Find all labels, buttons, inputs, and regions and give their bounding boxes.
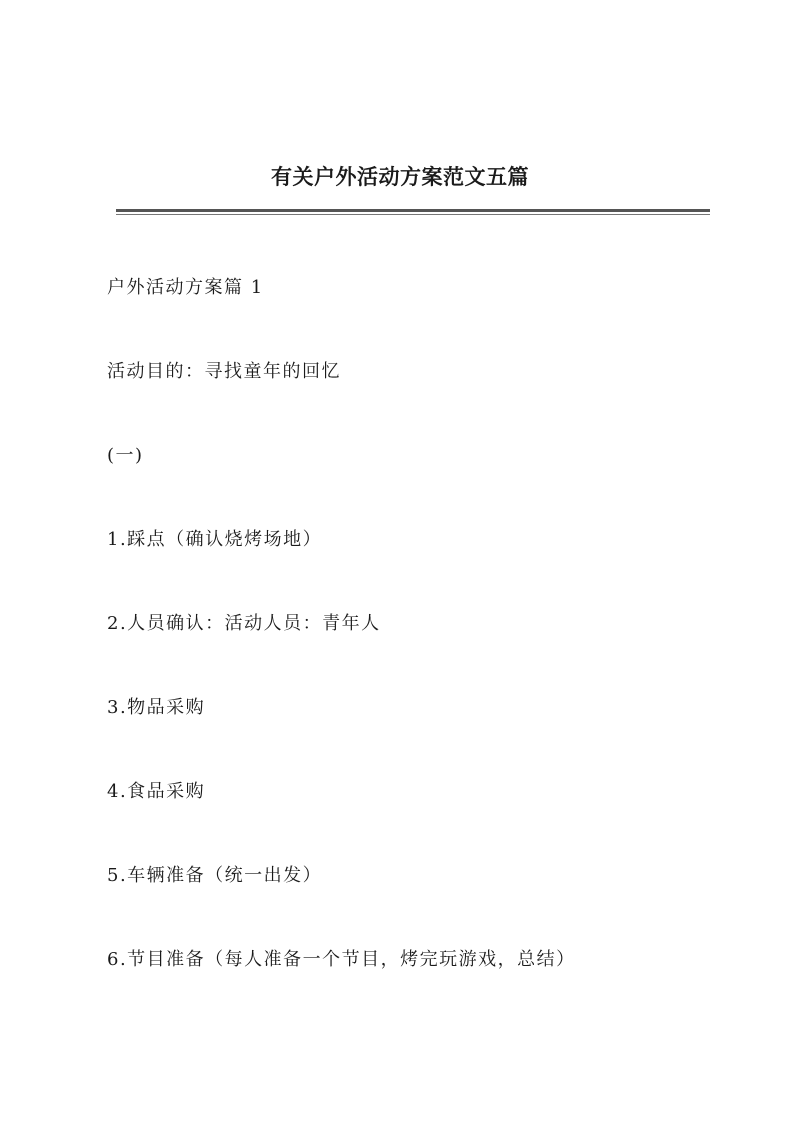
list-item: 3.物品采购 — [107, 697, 206, 718]
subsection-marker: (一) — [107, 445, 144, 466]
title-underline-thin — [116, 214, 710, 215]
list-item: 6.节目准备（每人准备一个节目，烤完玩游戏，总结） — [107, 949, 576, 970]
document-body — [107, 272, 727, 1028]
list-item: 1.踩点（确认烧烤场地） — [107, 529, 323, 550]
list-item: 2.人员确认：活动人员：青年人 — [107, 613, 381, 634]
list-item: 4.食品采购 — [107, 781, 206, 802]
section-heading: 户外活动方案篇 1 — [107, 277, 264, 298]
activity-purpose: 活动目的：寻找童年的回忆 — [107, 361, 341, 382]
document-title: 有关户外活动方案范文五篇 — [271, 164, 529, 189]
title-underline — [116, 209, 710, 212]
list-item: 5.车辆准备（统一出发） — [107, 865, 323, 886]
